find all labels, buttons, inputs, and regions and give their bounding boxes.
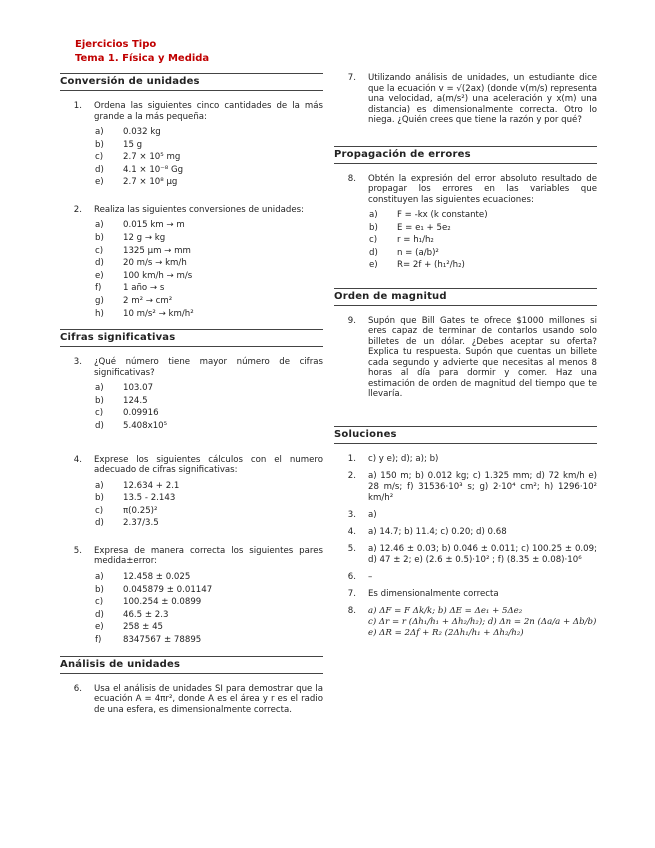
solution-text: – bbox=[368, 571, 373, 582]
option bbox=[94, 382, 323, 395]
option bbox=[94, 151, 323, 164]
option-text: R= 2f + (h₁²/h₂) bbox=[397, 260, 465, 271]
solution-text: Es dimensionalmente correcta bbox=[368, 588, 499, 599]
exercise-6 bbox=[60, 684, 323, 716]
option bbox=[94, 395, 323, 408]
exercise-number: 7. bbox=[347, 73, 356, 83]
formula-line-2: c) Δr = r (Δh₁/h₁ + Δh₂/h₂); d) Δn = 2n (Δa/a + Δb/b) bbox=[368, 616, 597, 627]
header-line-1: Ejercicios Tipo bbox=[75, 39, 157, 50]
section-cifras bbox=[60, 329, 323, 655]
option-text: E = e₁ + 5e₂ bbox=[397, 222, 451, 233]
option-label: b) bbox=[95, 139, 104, 150]
option bbox=[94, 609, 323, 622]
exercise-number: 8. bbox=[347, 173, 356, 184]
option-text: 15 g bbox=[123, 139, 143, 150]
section-title: Análisis de unidades bbox=[60, 656, 323, 674]
section-soluciones bbox=[334, 426, 597, 639]
exercise-text: Utilizando análisis de unidades, un estudiante dice que la ecuación v = √(2ax) (donde v(m/s) representa una velocidad, a(m/s²) una aceleración y x(m) una distancia) es dimensionalmente correcta. Otro lo niega. ¿Quién crees que tiene la razón y por qué? bbox=[368, 73, 597, 125]
option bbox=[94, 480, 323, 493]
option-label: c) bbox=[95, 152, 104, 163]
option bbox=[94, 232, 323, 245]
option bbox=[94, 270, 323, 283]
option-label: c) bbox=[95, 408, 104, 419]
option-text: 0.09916 bbox=[123, 408, 159, 419]
exercise-5 bbox=[60, 546, 323, 567]
solution-text: c) y e); d); a); b) bbox=[368, 453, 439, 464]
option-text: r = h₁/h₂ bbox=[397, 235, 434, 246]
exercise-text: Obtén la expresión del error absoluto resultado de propagar los errores en las variables que constituyen las siguientes ecuaciones: bbox=[368, 173, 597, 205]
solution-number: 6. bbox=[347, 571, 356, 582]
formula-line-1: a) ΔF = F Δk/k; b) ΔE = Δe₁ + 5Δe₂ bbox=[368, 605, 523, 616]
solution-number: 2. bbox=[347, 470, 356, 481]
option-label: b) bbox=[95, 233, 104, 244]
solution-item-8 bbox=[334, 606, 597, 639]
option-label: a) bbox=[95, 127, 104, 137]
option bbox=[368, 247, 597, 260]
exercise-8-options bbox=[368, 209, 597, 272]
exercise-number: 9. bbox=[347, 315, 356, 326]
exercise-text: ¿Qué número tiene mayor número de cifras significativas? bbox=[94, 357, 323, 378]
option-label: a) bbox=[95, 480, 104, 491]
exercise-number: 3. bbox=[73, 357, 82, 368]
option-text: 2.7 × 10⁵ mg bbox=[123, 152, 181, 163]
exercise-8 bbox=[334, 174, 597, 206]
solution-text: a) 150 m; b) 0.012 kg; c) 1.325 mm; d) 72 km/h e) 28 m/s; f) 31536·10³ s; g) 2·10⁴ cm²; h) 1296·10² km/h² bbox=[368, 470, 597, 503]
option-text: 10 m/s² → km/h² bbox=[123, 308, 194, 319]
option-text: 2.7 × 10⁸ μg bbox=[123, 177, 178, 188]
exercise-3-options bbox=[94, 382, 323, 432]
option-text: 4.1 × 10⁻⁸ Gg bbox=[123, 164, 184, 175]
option bbox=[94, 308, 323, 321]
option-text: 2.37/3.5 bbox=[123, 518, 159, 529]
option bbox=[368, 234, 597, 247]
option-label: a) bbox=[369, 210, 378, 220]
solution-number: 7. bbox=[347, 588, 356, 599]
exercise-text: Ordena las siguientes cinco cantidades de la más grande a la más pequeña: bbox=[94, 101, 323, 122]
option-label: d) bbox=[95, 518, 104, 529]
option bbox=[94, 517, 323, 530]
option bbox=[94, 219, 323, 232]
option-label: c) bbox=[369, 235, 378, 246]
option-text: 12.458 ± 0.025 bbox=[123, 571, 191, 582]
section-title: Orden de magnitud bbox=[334, 288, 597, 306]
option-text: 13.5 - 2.143 bbox=[123, 493, 176, 504]
exercise-number: 2. bbox=[73, 204, 82, 215]
option-text: 1 año → s bbox=[123, 283, 165, 294]
option bbox=[94, 634, 323, 647]
option-text: 0.015 km → m bbox=[123, 220, 185, 231]
exercise-2 bbox=[60, 205, 323, 216]
option-text: 8347567 ± 78895 bbox=[123, 634, 202, 645]
option-text: 1325 μm → mm bbox=[123, 245, 191, 256]
solution-item bbox=[334, 572, 597, 583]
option bbox=[94, 571, 323, 584]
option-text: 103.07 bbox=[123, 383, 154, 394]
exercise-text: Expresa de manera correcta los siguientes pares medida±error: bbox=[94, 545, 323, 567]
exercise-5-options bbox=[94, 571, 323, 647]
option bbox=[94, 505, 323, 518]
section-orden bbox=[334, 288, 597, 426]
option-label: a) bbox=[95, 571, 104, 582]
option-text: 100.254 ± 0.0899 bbox=[123, 597, 202, 608]
option-text: 12 g → kg bbox=[123, 233, 166, 244]
exercise-4 bbox=[60, 455, 323, 476]
option-label: b) bbox=[369, 222, 378, 233]
option bbox=[368, 259, 597, 272]
section-propagacion bbox=[334, 146, 597, 288]
solution-item bbox=[334, 589, 597, 600]
option-label: a) bbox=[95, 383, 104, 394]
option-text: 12.634 + 2.1 bbox=[123, 480, 180, 491]
exercise-1-options bbox=[94, 126, 323, 189]
exercise-number: 5. bbox=[73, 545, 82, 556]
exercise-text: Supón que Bill Gates te ofrece $1000 millones si eres capaz de terminar de contarlos usando solo billetes de un dólar. ¿Debes aceptar su oferta? Explica tu respuesta. Supón que cuentas un billete cada segundo y advierte que necesitas al menos 8 horas al día para dormir y comer. Haz una estimación de orden de magnitud del tiempo que te llevaría. bbox=[368, 315, 597, 400]
option-text: n = (a/b)² bbox=[397, 247, 439, 258]
option-label: b) bbox=[95, 395, 104, 406]
option bbox=[94, 282, 323, 295]
solution-item bbox=[334, 544, 597, 566]
option-text: F = -kx (k constante) bbox=[397, 210, 488, 220]
option bbox=[94, 596, 323, 609]
solution-formulas bbox=[368, 606, 597, 639]
exercise-text: Exprese los siguientes cálculos con el numero adecuado de cifras significativas: bbox=[94, 454, 323, 476]
solution-number: 4. bbox=[347, 526, 356, 537]
option-label: d) bbox=[95, 258, 104, 269]
solution-text: a) 12.46 ± 0.03; b) 0.046 ± 0.011; c) 100.25 ± 0.09; d) 47 ± 2; e) (2.6 ± 0.5)·10² ; f) (8.35 ± 0.08)·10⁶ bbox=[368, 543, 597, 565]
section-title: Propagación de errores bbox=[334, 146, 597, 164]
option-label: c) bbox=[95, 245, 104, 256]
exercise-number: 4. bbox=[73, 454, 82, 465]
option-text: 258 ± 45 bbox=[123, 622, 164, 633]
option-text: 100 km/h → m/s bbox=[123, 270, 193, 281]
option bbox=[94, 126, 323, 139]
option bbox=[94, 584, 323, 597]
solution-number: 1. bbox=[347, 453, 356, 464]
option-label: a) bbox=[95, 220, 104, 231]
option-label: b) bbox=[95, 584, 104, 595]
option bbox=[94, 407, 323, 420]
exercise-3 bbox=[60, 357, 323, 378]
option-text: 0.032 kg bbox=[123, 127, 161, 137]
section-conversion bbox=[60, 73, 323, 329]
left-column bbox=[60, 73, 323, 719]
solution-item bbox=[334, 471, 597, 504]
option-label: c) bbox=[95, 597, 104, 608]
solution-item bbox=[334, 527, 597, 538]
solution-text: a) bbox=[368, 509, 377, 520]
option-label: e) bbox=[369, 260, 378, 271]
exercise-7 bbox=[334, 73, 597, 126]
option-label: b) bbox=[95, 493, 104, 504]
option-text: 124.5 bbox=[123, 395, 148, 406]
option bbox=[368, 222, 597, 235]
option bbox=[368, 209, 597, 222]
solution-number: 3. bbox=[347, 509, 356, 520]
exercise-2-options bbox=[94, 219, 323, 320]
exercise-number: 1. bbox=[73, 101, 82, 111]
option bbox=[94, 621, 323, 634]
option-text: 0.045879 ± 0.01147 bbox=[123, 584, 213, 595]
option-label: d) bbox=[95, 609, 104, 620]
exercise-4-options bbox=[94, 480, 323, 530]
solution-item bbox=[334, 454, 597, 465]
exercise-1 bbox=[60, 101, 323, 122]
solution-item bbox=[334, 510, 597, 521]
option-label: g) bbox=[95, 296, 104, 307]
option-label: c) bbox=[95, 505, 104, 516]
option-text: 46.5 ± 2.3 bbox=[123, 609, 169, 620]
section-analisis bbox=[60, 656, 323, 716]
option-label: e) bbox=[95, 270, 104, 281]
option-text: 2 m² → cm² bbox=[123, 296, 173, 307]
option bbox=[94, 492, 323, 505]
right-column bbox=[334, 73, 597, 645]
document-header bbox=[75, 38, 209, 66]
option-label: d) bbox=[369, 247, 378, 258]
section-title: Conversión de unidades bbox=[60, 73, 323, 91]
option-label: d) bbox=[95, 164, 104, 175]
option-label: d) bbox=[95, 421, 104, 431]
section-title: Soluciones bbox=[334, 426, 597, 444]
option bbox=[94, 295, 323, 308]
exercise-text: Usa el análisis de unidades SI para demostrar que la ecuación A = 4πr², donde A es el área y r es el radio de una esfera, es dimensionalmente correcta. bbox=[94, 683, 323, 715]
exercise-number: 6. bbox=[73, 683, 82, 694]
formula-line-3: e) ΔR = 2Δf + R₂ (2Δh₁/h₁ + Δh₂/h₂) bbox=[368, 627, 524, 638]
option-text: 20 m/s → km/h bbox=[123, 258, 187, 269]
exercise-text: Realiza las siguientes conversiones de unidades: bbox=[94, 204, 305, 215]
option-label: e) bbox=[95, 622, 104, 633]
option-text: π(0.25)² bbox=[123, 505, 158, 516]
option-label: h) bbox=[95, 308, 104, 319]
option-label: f) bbox=[95, 283, 102, 294]
option bbox=[94, 257, 323, 270]
solution-number: 8. bbox=[347, 605, 356, 616]
option-label: f) bbox=[95, 634, 102, 645]
header-line-2: Tema 1. Física y Medida bbox=[75, 53, 210, 64]
option bbox=[94, 139, 323, 152]
solution-text: a) 14.7; b) 11.4; c) 0.20; d) 0.68 bbox=[368, 526, 507, 537]
option bbox=[94, 176, 323, 189]
section-title: Cifras significativas bbox=[60, 329, 323, 347]
option bbox=[94, 164, 323, 177]
exercise-9 bbox=[334, 316, 597, 400]
option bbox=[94, 245, 323, 258]
option-text: 5.408x10⁵ bbox=[123, 421, 168, 431]
solution-number: 5. bbox=[347, 543, 356, 554]
option bbox=[94, 420, 323, 433]
option-label: e) bbox=[95, 177, 104, 188]
